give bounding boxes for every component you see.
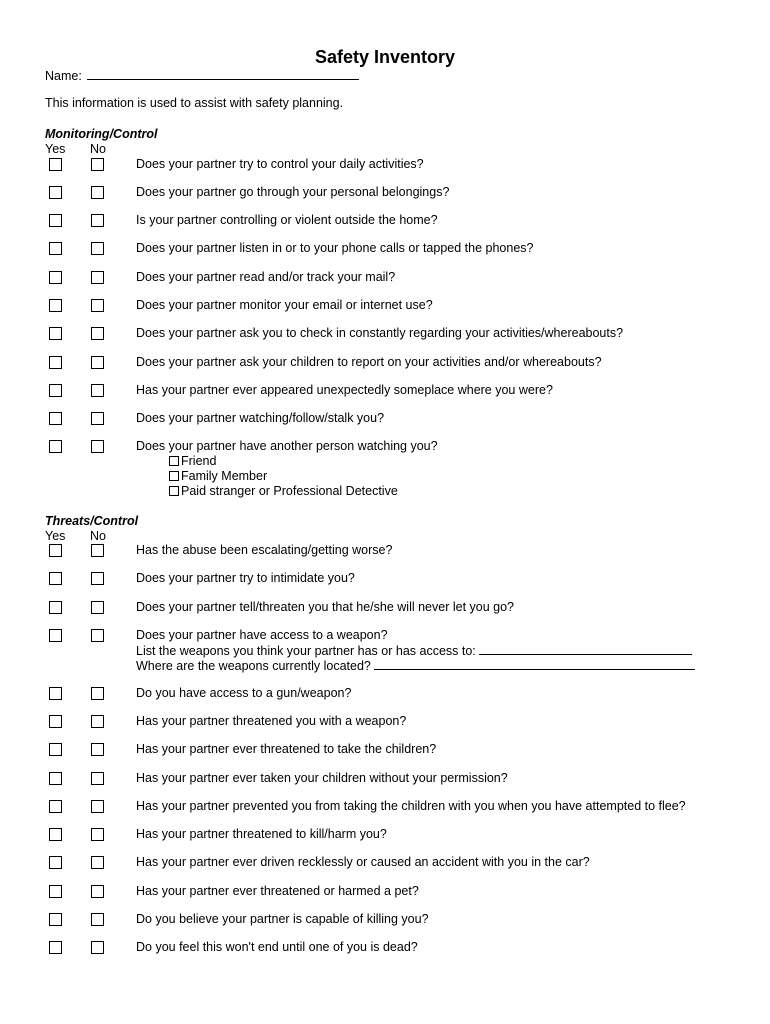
watcher-option-friend[interactable]: Friend bbox=[169, 454, 216, 468]
yes-checkbox[interactable] bbox=[49, 828, 62, 841]
yes-checkbox[interactable] bbox=[49, 629, 62, 642]
question-text: Has your partner ever taken your children without your permission? bbox=[136, 771, 508, 785]
no-checkbox[interactable] bbox=[91, 572, 104, 585]
question-text: Has your partner threatened to kill/harm you? bbox=[136, 827, 387, 841]
no-checkbox[interactable] bbox=[91, 186, 104, 199]
weapon-list-field[interactable] bbox=[479, 643, 692, 655]
no-checkbox[interactable] bbox=[91, 299, 104, 312]
question-text: Do you believe your partner is capable of killing you? bbox=[136, 912, 429, 926]
no-checkbox[interactable] bbox=[91, 687, 104, 700]
weapon-list-label: List the weapons you think your partner has or has access to: bbox=[136, 644, 476, 658]
yes-checkbox[interactable] bbox=[49, 601, 62, 614]
question-text: Does your partner try to control your daily activities? bbox=[136, 157, 424, 171]
yes-checkbox[interactable] bbox=[49, 544, 62, 557]
no-checkbox[interactable] bbox=[91, 544, 104, 557]
watcher-option-detective[interactable]: Paid stranger or Professional Detective bbox=[169, 484, 398, 498]
no-checkbox[interactable] bbox=[91, 384, 104, 397]
question-text: Does your partner listen in or to your phone calls or tapped the phones? bbox=[136, 241, 534, 255]
question-text: Does your partner go through your personal belongings? bbox=[136, 185, 450, 199]
section-title-threats: Threats/Control bbox=[45, 514, 139, 528]
no-checkbox[interactable] bbox=[91, 214, 104, 227]
no-checkbox[interactable] bbox=[91, 772, 104, 785]
yes-checkbox[interactable] bbox=[49, 242, 62, 255]
yes-checkbox[interactable] bbox=[49, 356, 62, 369]
question-text: Does your partner ask you to check in constantly regarding your activities/whereabouts? bbox=[136, 326, 624, 340]
checkbox[interactable] bbox=[169, 456, 179, 466]
yes-checkbox[interactable] bbox=[49, 743, 62, 756]
no-checkbox[interactable] bbox=[91, 856, 104, 869]
question-text: Has your partner threatened you with a weapon? bbox=[136, 714, 407, 728]
weapon-list-row bbox=[136, 643, 692, 658]
checkbox[interactable] bbox=[169, 486, 179, 496]
yes-label: Yes bbox=[45, 142, 66, 156]
question-text: Has your partner ever appeared unexpectedly someplace where you were? bbox=[136, 383, 553, 397]
question-text: Does your partner try to intimidate you? bbox=[136, 571, 355, 585]
no-checkbox[interactable] bbox=[91, 412, 104, 425]
weapon-location-label: Where are the weapons currently located? bbox=[136, 659, 371, 673]
no-checkbox[interactable] bbox=[91, 327, 104, 340]
question-text: Has your partner ever threatened or harmed a pet? bbox=[136, 884, 419, 898]
weapon-location-row bbox=[136, 658, 695, 673]
no-checkbox[interactable] bbox=[91, 913, 104, 926]
yes-checkbox[interactable] bbox=[49, 913, 62, 926]
name-field[interactable] bbox=[87, 67, 359, 80]
yes-checkbox[interactable] bbox=[49, 715, 62, 728]
yes-checkbox[interactable] bbox=[49, 412, 62, 425]
question-text: Do you feel this won't end until one of you is dead? bbox=[136, 940, 418, 954]
no-label: No bbox=[90, 529, 106, 543]
no-checkbox[interactable] bbox=[91, 601, 104, 614]
no-checkbox[interactable] bbox=[91, 356, 104, 369]
no-label: No bbox=[90, 142, 106, 156]
question-text: Is your partner controlling or violent outside the home? bbox=[136, 213, 438, 227]
yes-checkbox[interactable] bbox=[49, 440, 62, 453]
yes-label: Yes bbox=[45, 529, 66, 543]
no-checkbox[interactable] bbox=[91, 158, 104, 171]
question-text: Does your partner ask your children to report on your activities and/or whereabouts? bbox=[136, 355, 602, 369]
no-checkbox[interactable] bbox=[91, 941, 104, 954]
no-checkbox[interactable] bbox=[91, 242, 104, 255]
yes-checkbox[interactable] bbox=[49, 271, 62, 284]
yes-checkbox[interactable] bbox=[49, 384, 62, 397]
no-checkbox[interactable] bbox=[91, 440, 104, 453]
question-text: Has your partner ever driven recklessly or caused an accident with you in the car? bbox=[136, 855, 590, 869]
intro-text: This information is used to assist with safety planning. bbox=[45, 96, 344, 110]
checkbox[interactable] bbox=[169, 471, 179, 481]
yes-checkbox[interactable] bbox=[49, 299, 62, 312]
question-text: Has your partner prevented you from taking the children with you when you have attempted to flee? bbox=[136, 799, 686, 813]
yes-checkbox[interactable] bbox=[49, 885, 62, 898]
section-title-monitoring: Monitoring/Control bbox=[45, 127, 158, 141]
question-text: Has your partner ever threatened to take the children? bbox=[136, 742, 437, 756]
question-text: Does your partner have another person watching you? bbox=[136, 439, 438, 453]
name-label: Name: bbox=[45, 69, 82, 83]
question-text: Does your partner have access to a weapon? bbox=[136, 628, 388, 642]
question-text: Do you have access to a gun/weapon? bbox=[136, 686, 352, 700]
page-title: Safety Inventory bbox=[314, 47, 456, 67]
question-text: Does your partner watching/follow/stalk you? bbox=[136, 411, 385, 425]
yes-checkbox[interactable] bbox=[49, 327, 62, 340]
yes-checkbox[interactable] bbox=[49, 941, 62, 954]
question-text: Does your partner tell/threaten you that he/she will never let you go? bbox=[136, 600, 514, 614]
yes-checkbox[interactable] bbox=[49, 687, 62, 700]
no-checkbox[interactable] bbox=[91, 800, 104, 813]
name-row bbox=[45, 67, 359, 83]
yes-checkbox[interactable] bbox=[49, 772, 62, 785]
yes-checkbox[interactable] bbox=[49, 572, 62, 585]
no-checkbox[interactable] bbox=[91, 715, 104, 728]
yes-checkbox[interactable] bbox=[49, 800, 62, 813]
no-checkbox[interactable] bbox=[91, 885, 104, 898]
no-checkbox[interactable] bbox=[91, 271, 104, 284]
yes-checkbox[interactable] bbox=[49, 186, 62, 199]
no-checkbox[interactable] bbox=[91, 629, 104, 642]
question-text: Has the abuse been escalating/getting worse? bbox=[136, 543, 393, 557]
watcher-option-family[interactable]: Family Member bbox=[169, 469, 267, 483]
no-checkbox[interactable] bbox=[91, 743, 104, 756]
yes-checkbox[interactable] bbox=[49, 214, 62, 227]
yes-checkbox[interactable] bbox=[49, 856, 62, 869]
no-checkbox[interactable] bbox=[91, 828, 104, 841]
question-text: Does your partner read and/or track your mail? bbox=[136, 270, 396, 284]
yes-checkbox[interactable] bbox=[49, 158, 62, 171]
weapon-location-field[interactable] bbox=[374, 658, 695, 670]
question-text: Does your partner monitor your email or internet use? bbox=[136, 298, 433, 312]
